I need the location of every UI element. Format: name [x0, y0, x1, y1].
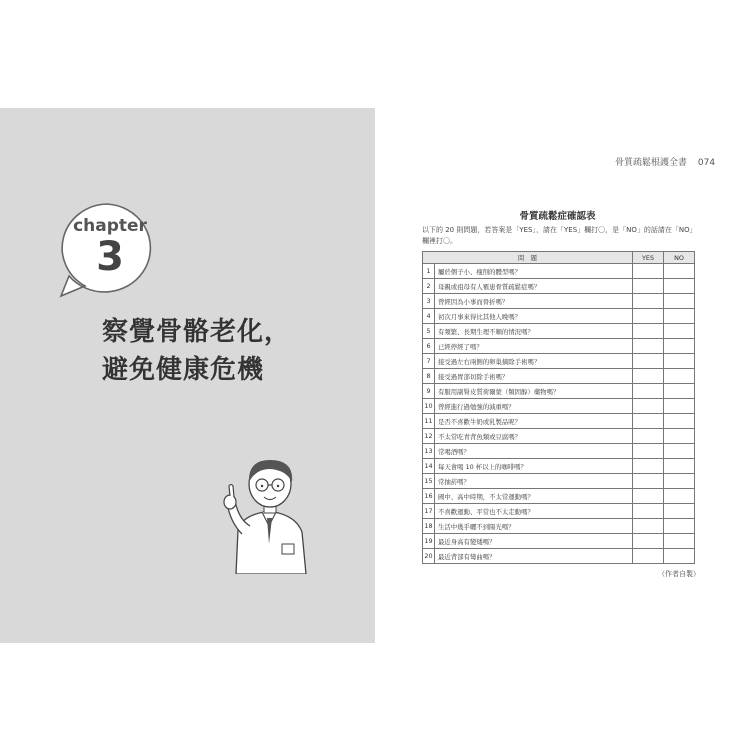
running-header [615, 155, 715, 168]
row-question: 曾經進行過勉強的減重嗎？ [435, 399, 633, 414]
doctor-illustration [212, 452, 322, 578]
table-row [423, 429, 695, 444]
row-question: 最近背部有彎曲嗎？ [435, 549, 633, 564]
row-number: 8 [423, 369, 435, 384]
no-answer-cell[interactable] [664, 264, 695, 279]
no-answer-cell[interactable] [664, 384, 695, 399]
row-number: 17 [423, 504, 435, 519]
row-question: 生活中幾乎曬不到陽光嗎？ [435, 519, 633, 534]
row-question: 有頻繁、長期生理不順的情況嗎？ [435, 324, 633, 339]
row-question: 常抽菸嗎？ [435, 474, 633, 489]
no-answer-cell[interactable] [664, 504, 695, 519]
no-answer-cell[interactable] [664, 309, 695, 324]
no-answer-cell[interactable] [664, 339, 695, 354]
row-question: 是否不喜歡牛奶或乳製品呢？ [435, 414, 633, 429]
no-answer-cell[interactable] [664, 414, 695, 429]
row-question: 曾經因為小事而骨折嗎？ [435, 294, 633, 309]
no-answer-cell[interactable] [664, 399, 695, 414]
table-header-row [423, 252, 695, 264]
table-row [423, 459, 695, 474]
yes-answer-cell[interactable] [633, 369, 664, 384]
yes-answer-cell[interactable] [633, 504, 664, 519]
table-row [423, 369, 695, 384]
table-row [423, 264, 695, 279]
row-question: 母親或祖母有人罹患骨質疏鬆症嗎？ [435, 279, 633, 294]
no-answer-cell[interactable] [664, 474, 695, 489]
no-answer-cell[interactable] [664, 534, 695, 549]
table-row [423, 399, 695, 414]
page-number: 074 [697, 158, 716, 168]
header-title: 骨質疏鬆根護全書 [615, 158, 688, 168]
table-intro: 以下的 20 則問題，若答案是「YES」，請在「YES」欄打〇，是「NO」的話請在「NO」欄裡打〇。 [422, 226, 697, 245]
row-number: 3 [423, 294, 435, 309]
row-question: 接受過左右兩側的卵巢摘除手術嗎？ [435, 354, 633, 369]
table-row [423, 414, 695, 429]
row-number: 14 [423, 459, 435, 474]
row-number: 16 [423, 489, 435, 504]
row-question: 國中、高中時期，不太常運動嗎？ [435, 489, 633, 504]
yes-answer-cell[interactable] [633, 339, 664, 354]
yes-answer-cell[interactable] [633, 459, 664, 474]
row-number: 4 [423, 309, 435, 324]
row-number: 12 [423, 429, 435, 444]
no-answer-cell[interactable] [664, 354, 695, 369]
row-question: 已經停經了嗎？ [435, 339, 633, 354]
row-question: 每天會喝 10 杯以上的咖啡嗎？ [435, 459, 633, 474]
chapter-title [102, 313, 342, 389]
row-question: 不太常吃青背魚類或豆腐嗎？ [435, 429, 633, 444]
yes-answer-cell[interactable] [633, 324, 664, 339]
chapter-number: 3 [96, 234, 124, 280]
row-number: 1 [423, 264, 435, 279]
table-row [423, 279, 695, 294]
row-number: 6 [423, 339, 435, 354]
no-answer-cell[interactable] [664, 549, 695, 564]
no-answer-cell[interactable] [664, 444, 695, 459]
yes-answer-cell[interactable] [633, 294, 664, 309]
row-question: 接受過胃部切除手術嗎？ [435, 369, 633, 384]
yes-answer-cell[interactable] [633, 384, 664, 399]
row-number: 13 [423, 444, 435, 459]
yes-answer-cell[interactable] [633, 414, 664, 429]
question-column-header: 問 題 [423, 252, 633, 264]
yes-answer-cell[interactable] [633, 264, 664, 279]
row-number: 10 [423, 399, 435, 414]
chapter-badge [55, 200, 159, 300]
yes-answer-cell[interactable] [633, 519, 664, 534]
table-row [423, 504, 695, 519]
yes-answer-cell[interactable] [633, 534, 664, 549]
no-answer-cell[interactable] [664, 294, 695, 309]
row-question: 不喜歡運動、平常也不太走動嗎？ [435, 504, 633, 519]
table-row [423, 309, 695, 324]
table-row [423, 384, 695, 399]
yes-answer-cell[interactable] [633, 549, 664, 564]
table-row [423, 444, 695, 459]
yes-answer-cell[interactable] [633, 444, 664, 459]
yes-answer-cell[interactable] [633, 399, 664, 414]
table-row [423, 534, 695, 549]
no-answer-cell[interactable] [664, 279, 695, 294]
row-number: 19 [423, 534, 435, 549]
yes-answer-cell[interactable] [633, 279, 664, 294]
row-number: 5 [423, 324, 435, 339]
table-row [423, 339, 695, 354]
no-answer-cell[interactable] [664, 324, 695, 339]
no-answer-cell[interactable] [664, 429, 695, 444]
table-title: 骨質疏鬆症確認表 [519, 211, 596, 222]
row-question: 初次月事來得比其他人晚嗎？ [435, 309, 633, 324]
yes-answer-cell[interactable] [633, 429, 664, 444]
no-answer-cell[interactable] [664, 459, 695, 474]
row-number: 15 [423, 474, 435, 489]
table-row [423, 489, 695, 504]
yes-column-header: YES [633, 252, 664, 264]
table-row [423, 549, 695, 564]
yes-answer-cell[interactable] [633, 474, 664, 489]
row-question: 常喝酒嗎？ [435, 444, 633, 459]
row-number: 2 [423, 279, 435, 294]
yes-answer-cell[interactable] [633, 354, 664, 369]
chapter-title-line1: 察覺骨骼老化， [102, 317, 292, 347]
no-answer-cell[interactable] [664, 519, 695, 534]
yes-answer-cell[interactable] [633, 309, 664, 324]
table-row [423, 519, 695, 534]
row-question: 有服用副腎皮質荷爾蒙（類固醇）藥物嗎？ [435, 384, 633, 399]
chapter-word: chapter [73, 216, 147, 236]
row-number: 11 [423, 414, 435, 429]
source-credit: （作者自製） [658, 570, 700, 578]
table-row [423, 474, 695, 489]
row-number: 20 [423, 549, 435, 564]
chapter-title-line2: 避免健康危機 [102, 355, 265, 385]
row-number: 9 [423, 384, 435, 399]
no-answer-cell[interactable] [664, 489, 695, 504]
checklist-table [422, 251, 695, 564]
table-row [423, 294, 695, 309]
row-number: 18 [423, 519, 435, 534]
table-row [423, 354, 695, 369]
no-answer-cell[interactable] [664, 369, 695, 384]
no-column-header: NO [664, 252, 695, 264]
yes-answer-cell[interactable] [633, 489, 664, 504]
row-question: 最近身高有變矮嗎？ [435, 534, 633, 549]
row-number: 7 [423, 354, 435, 369]
table-row [423, 324, 695, 339]
row-question: 屬於個子小、瘦削的體型嗎？ [435, 264, 633, 279]
